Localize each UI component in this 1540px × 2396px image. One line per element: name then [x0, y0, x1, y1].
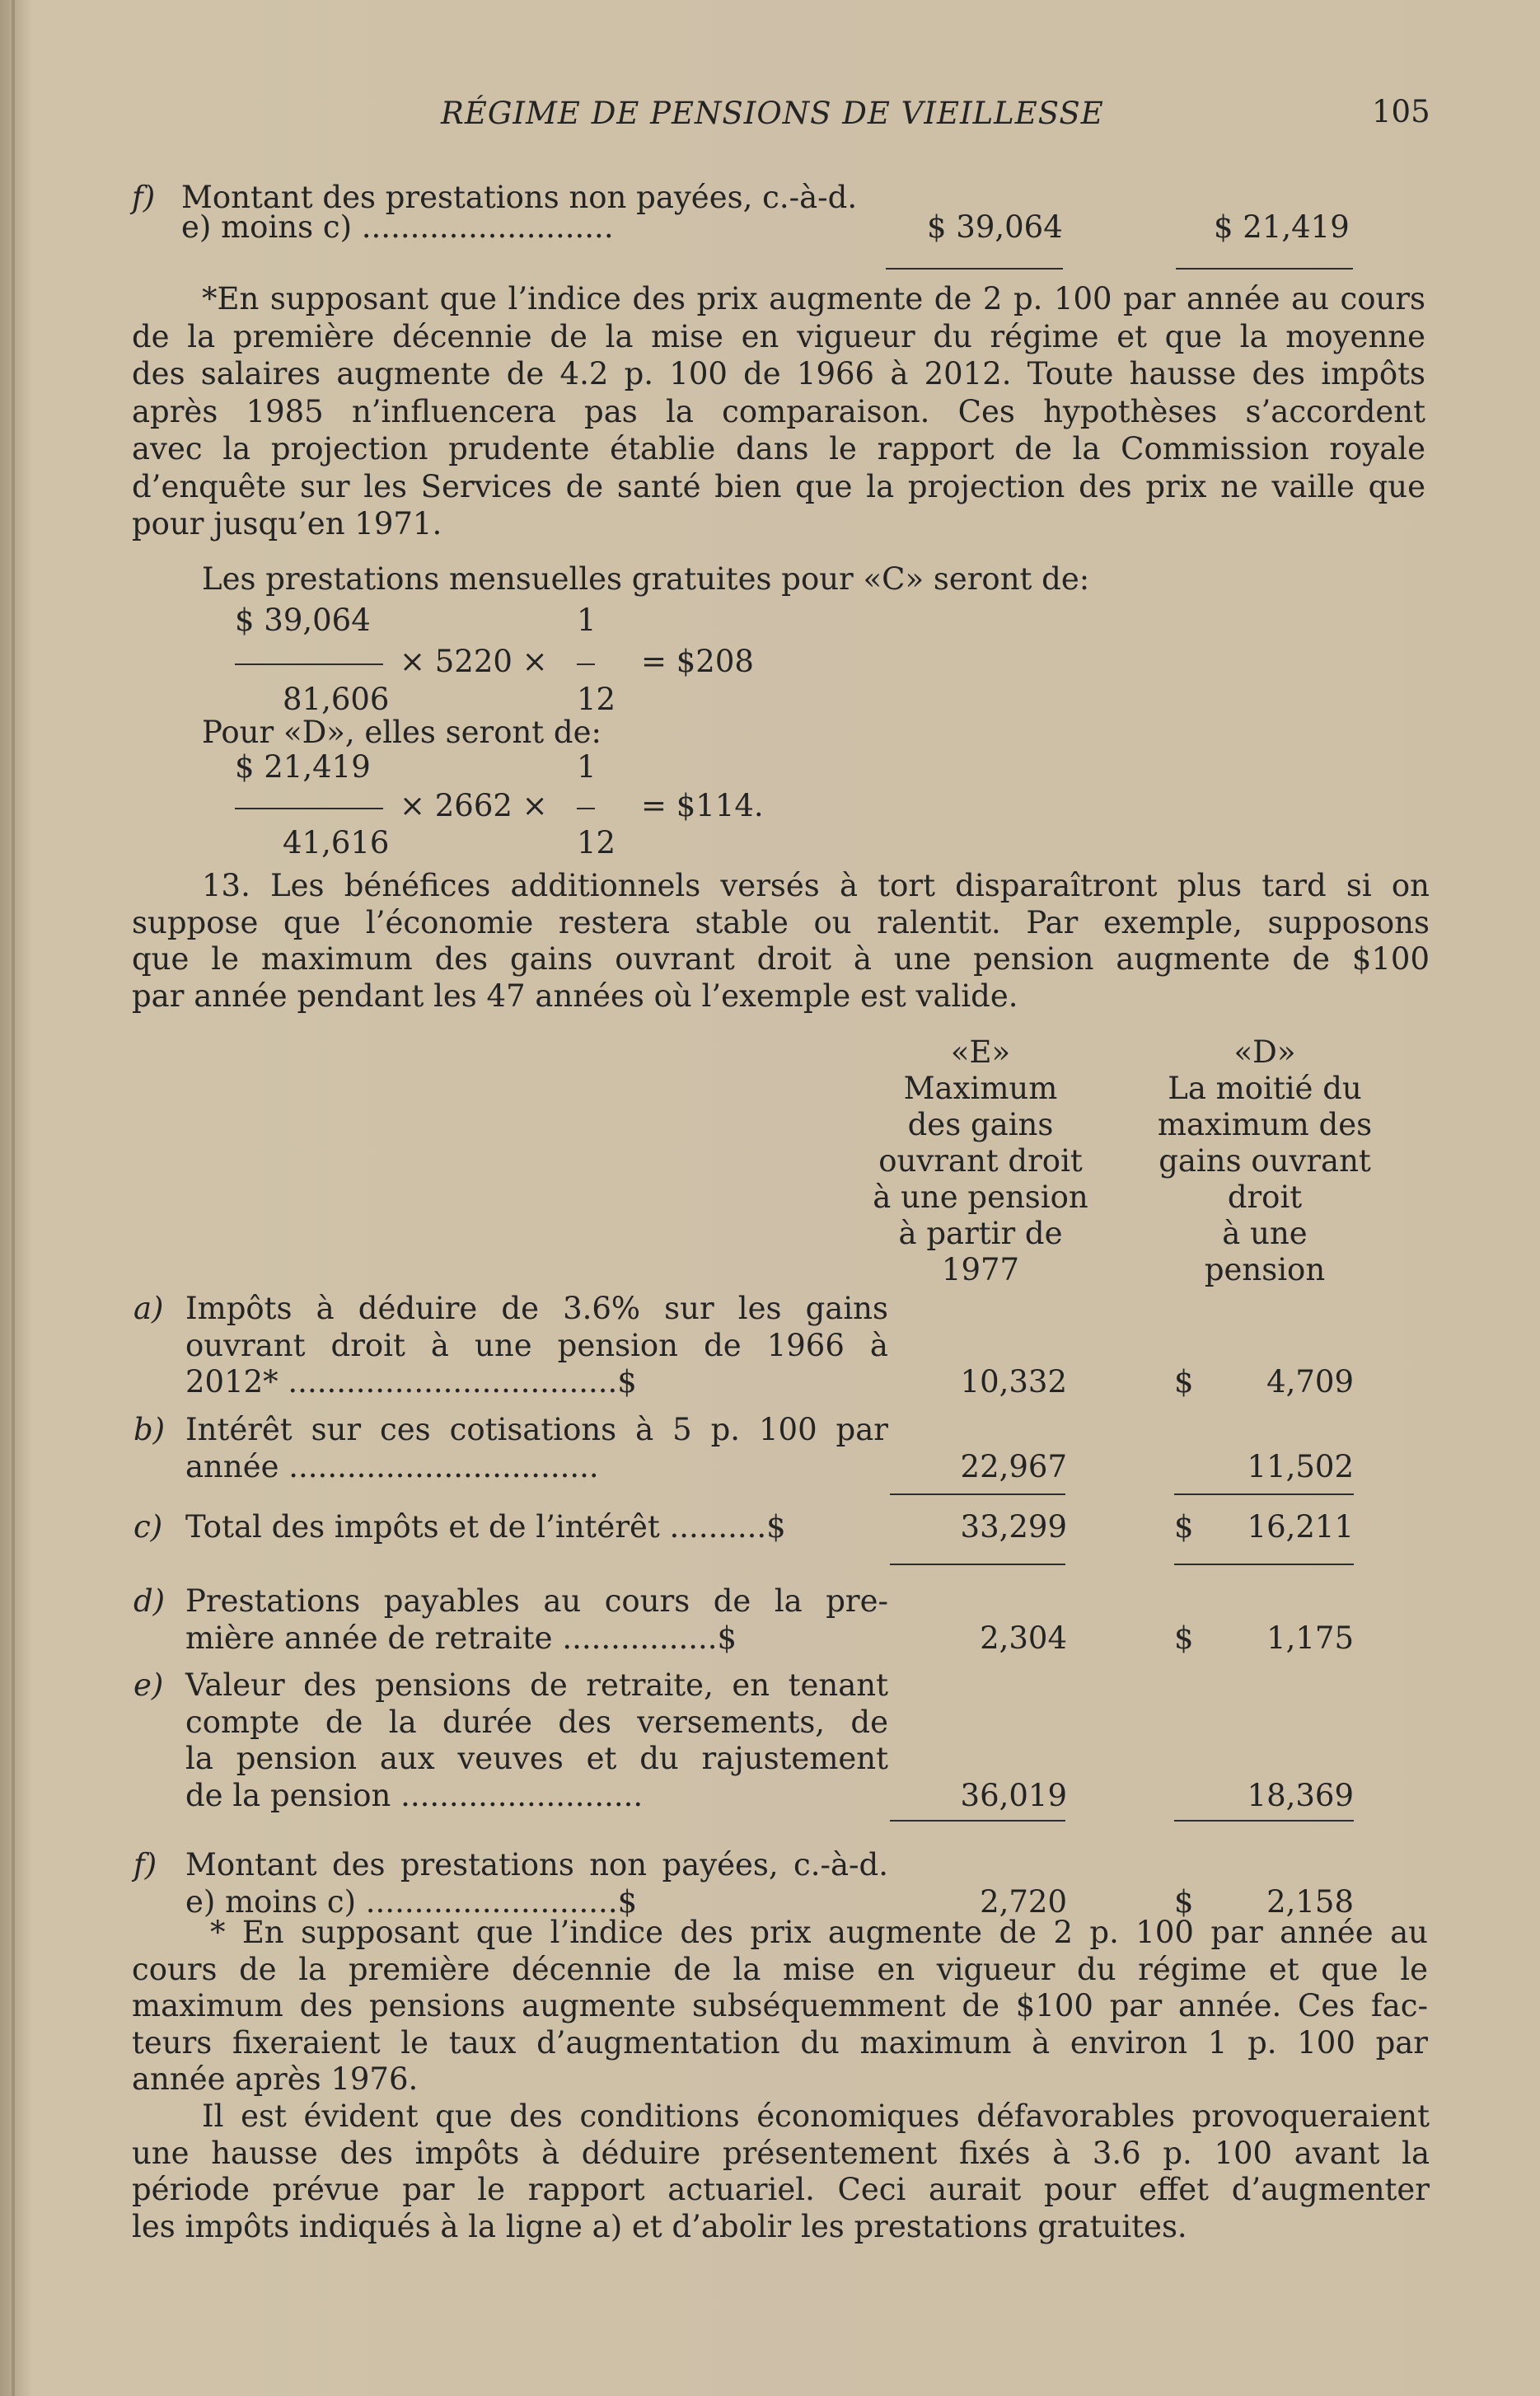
value-d: $ 21,419: [1214, 209, 1350, 245]
page-number: 105: [1372, 94, 1430, 129]
column-header-line: «D»: [1233, 1034, 1296, 1070]
row-description-line: année ................................: [185, 1448, 599, 1484]
column-header-line: La moitié du: [1168, 1071, 1362, 1106]
row-description-line: Intérêt sur ces cotisations à 5 p. 100 par: [185, 1412, 888, 1447]
column-header-line: 1977: [941, 1252, 1020, 1287]
row-description-line: e) moins c) ..........................$: [185, 1883, 638, 1920]
text-line: maximum des pensions augmente subséquemment de $100 par année. Ces fac-: [132, 1988, 1428, 2023]
calc-d-result: = $114.: [641, 788, 764, 823]
dollar-sign: $: [1174, 1620, 1194, 1656]
text-line: de la première décennie de la mise en vigueur du régime et que la moyenne: [132, 318, 1425, 354]
row-label: b): [133, 1412, 166, 1447]
column-header-line: ouvrant droit: [878, 1143, 1083, 1179]
column-header-line: «E»: [950, 1034, 1011, 1070]
column-header-line: gains ouvrant: [1159, 1143, 1371, 1179]
total-rule: [1174, 1820, 1354, 1822]
text-line: d’enquête sur les Services de santé bien que la projection des prix ne vaille que: [132, 468, 1425, 504]
text-line: année après 1976.: [132, 2061, 419, 2097]
total-rule: [890, 1564, 1065, 1565]
column-header-line: à partir de: [898, 1216, 1063, 1251]
value-e: 2,304: [980, 1620, 1067, 1656]
page-spine-shadow: [12, 0, 15, 2396]
text-line: que le maximum des gains ouvrant droit à une pension augmente de $100: [132, 941, 1430, 977]
text-line: avec la projection prudente établie dans le rapport de la Commission royale: [132, 431, 1425, 467]
text-line: 13. Les bénéfices additionnels versés à tort disparaîtront plus tard si on: [202, 868, 1430, 903]
column-header-line: à une pension: [873, 1179, 1088, 1215]
value-d: 18,369: [1247, 1777, 1354, 1813]
row-label: a): [133, 1291, 164, 1326]
item-f-line1: Montant des prestations non payées, c.-à-d.: [181, 180, 858, 215]
column-header-line: maximum des: [1157, 1107, 1373, 1142]
row-label: d): [133, 1583, 166, 1619]
column-header-e: [869, 1034, 1092, 1288]
calc-d-multiplier: × 2662 ×: [400, 788, 548, 823]
row-description-line: la pension aux veuves et du rajustement: [185, 1741, 888, 1776]
calc-c-one: 1: [577, 603, 597, 638]
value-e: 36,019: [960, 1777, 1067, 1813]
row-description-line: Montant des prestations non payées, c.-à-d.: [185, 1847, 888, 1883]
calc-d-numerator: $ 21,419: [235, 749, 371, 785]
row-description-line: mière année de retraite ................$: [185, 1620, 737, 1656]
value-d: 2,158: [1266, 1883, 1354, 1920]
value-c: $ 39,064: [927, 209, 1063, 245]
column-header-line: pension: [1204, 1252, 1326, 1287]
row-description-line: Valeur des pensions de retraite, en tenant: [185, 1667, 888, 1703]
calc-intro-d: Pour «D», elles seront de:: [202, 715, 601, 750]
text-line: cours de la première décennie de la mise en vigueur du régime et que le: [132, 1951, 1428, 1987]
calc-d-denominator: 41,616: [283, 825, 390, 860]
row-description-line: compte de la durée des versements, de: [185, 1704, 888, 1740]
row-description-line: Impôts à déduire de 3.6% sur les gains: [185, 1291, 888, 1326]
dollar-sign: $: [1174, 1509, 1194, 1545]
item-label-f: f): [132, 180, 156, 215]
total-rule: [1176, 268, 1353, 270]
row-label: c): [133, 1509, 163, 1545]
text-line: pour jusqu’en 1971.: [132, 506, 442, 542]
column-header-d: [1145, 1034, 1384, 1288]
column-header-line: droit: [1227, 1179, 1303, 1215]
row-description-line: ouvrant droit à une pension de 1966 à: [185, 1327, 888, 1363]
row-description-line: Prestations payables au cours de la pre-: [185, 1583, 888, 1619]
text-line: par année pendant les 47 années où l’exemple est valide.: [132, 978, 1018, 1014]
value-e: 2,720: [980, 1883, 1067, 1920]
value-d: 11,502: [1247, 1448, 1354, 1484]
calc-c-twelve: 12: [577, 682, 616, 717]
fraction-bar: [235, 808, 383, 809]
row-label: f): [133, 1847, 157, 1883]
calc-c-numerator: $ 39,064: [235, 603, 371, 638]
dollar-sign: $: [1174, 1883, 1194, 1920]
text-line: des salaires augmente de 4.2 p. 100 de 1966 à 2012. Toute hausse des impôts: [132, 356, 1425, 392]
value-d: 16,211: [1247, 1509, 1354, 1545]
column-header-line: à une: [1222, 1216, 1308, 1251]
value-e: 22,967: [960, 1448, 1067, 1484]
total-rule: [890, 1820, 1065, 1822]
text-line: période prévue par le rapport actuariel. Ceci aurait pour effet d’augmenter: [132, 2172, 1430, 2207]
text-line: * En supposant que l’indice des prix augmente de 2 p. 100 par année au: [210, 1915, 1428, 1950]
row-description-line: 2012* ..................................$: [185, 1364, 637, 1400]
calc-d-twelve: 12: [577, 825, 616, 860]
calc-c-result: = $208: [641, 644, 754, 679]
text-line: teurs fixeraient le taux d’augmentation du maximum à environ 1 p. 100 par: [132, 2024, 1428, 2061]
text-line: suppose que l’économie restera stable ou ralentit. Par exemple, supposons: [132, 904, 1430, 940]
item-f-line2: e) moins c) ..........................: [181, 209, 614, 245]
calc-d-one: 1: [577, 749, 597, 785]
total-rule: [890, 1493, 1065, 1495]
column-header-line: Maximum: [903, 1071, 1058, 1106]
fraction-bar: [577, 663, 595, 665]
total-rule: [1174, 1564, 1354, 1565]
value-e: 10,332: [960, 1364, 1067, 1400]
calc-intro-c: Les prestations mensuelles gratuites pour «C» seront de:: [202, 561, 1090, 597]
text-line: les impôts indiqués à la ligne a) et d’abolir les prestations gratuites.: [132, 2208, 1187, 2244]
calc-c-multiplier: × 5220 ×: [400, 644, 548, 679]
value-d: 4,709: [1266, 1364, 1354, 1400]
text-line: une hausse des impôts à déduire présentement fixés à 3.6 p. 100 avant la: [132, 2135, 1430, 2171]
total-rule: [1174, 1493, 1354, 1495]
text-line: après 1985 n’influencera pas la comparaison. Ces hypothèses s’accordent: [132, 393, 1425, 429]
running-header-title: RÉGIME DE PENSIONS DE VIEILLESSE: [441, 96, 1104, 131]
row-description-line: de la pension .........................: [185, 1777, 644, 1813]
text-line: Il est évident que des conditions économiques défavorables provoqueraient: [202, 2098, 1430, 2134]
row-label: e): [133, 1667, 164, 1703]
column-header-line: des gains: [907, 1107, 1054, 1142]
dollar-sign: $: [1174, 1364, 1194, 1400]
row-description-line: Total des impôts et de l’intérêt ..........$: [185, 1509, 786, 1545]
total-rule: [886, 268, 1063, 270]
calc-c-denominator: 81,606: [283, 682, 390, 717]
value-e: 33,299: [960, 1509, 1067, 1545]
fraction-bar: [577, 808, 595, 809]
text-line: *En supposant que l’indice des prix augmente de 2 p. 100 par année au cours: [202, 281, 1425, 316]
fraction-bar: [235, 663, 383, 665]
value-d: 1,175: [1266, 1620, 1354, 1656]
